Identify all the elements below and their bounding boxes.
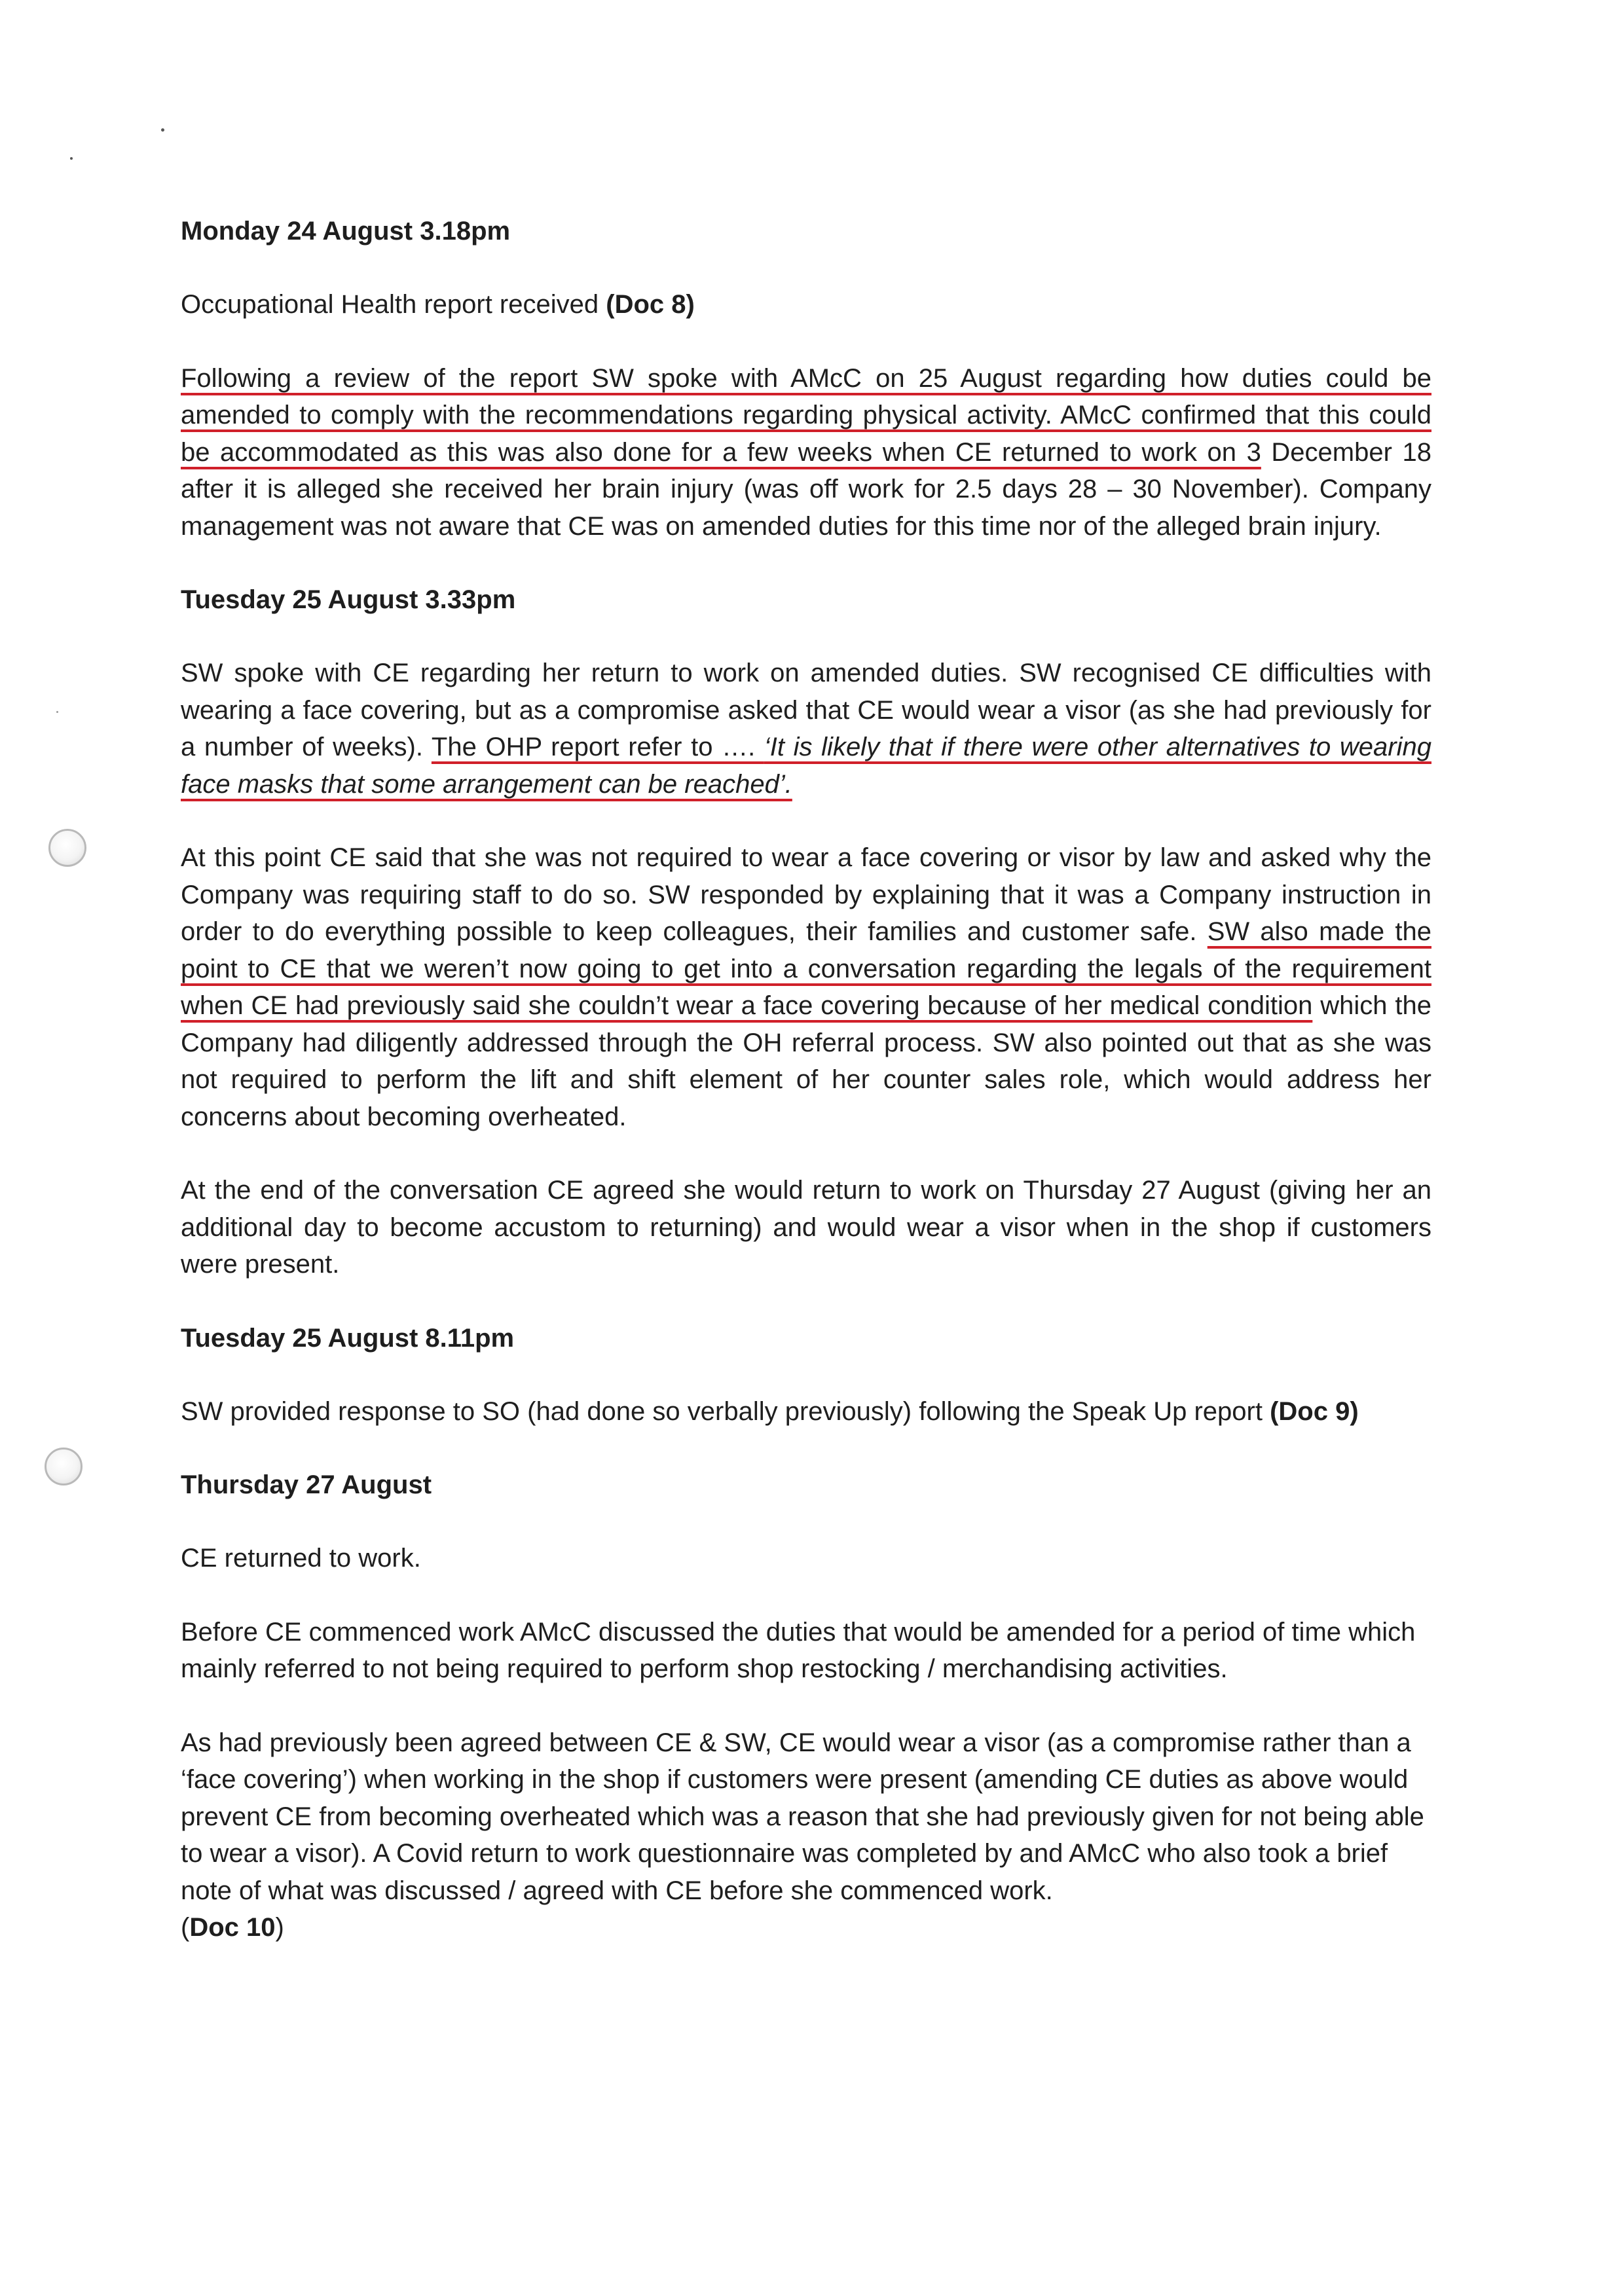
paragraph: [181, 1172, 1431, 1283]
paragraph-text: Before CE commenced work AMcC discussed the duties that would be amended for a period of time which mainly referred to not being required to perform shop restocking / merchandising activities.: [181, 1617, 1416, 1683]
paragraph: [181, 1540, 1431, 1577]
quoted-text: ‘It is likely that if there were other alternatives to wearing face masks that some arrangement can be reached’.: [181, 733, 1431, 799]
paragraph: [181, 655, 1431, 803]
doc-reference: (Doc 8): [606, 290, 695, 319]
paragraph: [181, 1724, 1431, 1946]
punch-hole-lower: [45, 1448, 83, 1485]
red-underlined-text: Following a review of the report SW spoke with AMcC on 25 August regarding how duties could be amended to comply with the recommendations regarding physical activity. AMcC confirmed that this could be accommodated as this was also done for a few weeks when CE returned to work on 3: [181, 363, 1431, 467]
punch-hole-upper: [48, 829, 86, 867]
paragraph-text: At the end of the conversation CE agreed she would return to work on Thursday 27 August (giving her an additional day to become accustom to returning) and would wear a visor when in the shop if customers were present.: [181, 1176, 1431, 1279]
doc-reference: Doc 10: [189, 1913, 276, 1942]
paragraph-text: CE returned to work.: [181, 1544, 421, 1573]
entry-heading: Thursday 27 August: [181, 1470, 432, 1499]
paragraph-text: At this point CE said that she was not required to wear a face covering or visor by law and asked why the Company was requiring staff to do so. SW responded by explaining that it was a Company instruction in order to do everything possible to keep colleagues, their families and customer safe.: [181, 843, 1431, 946]
doc-reference-open: (: [181, 1913, 190, 1942]
doc-reference: (Doc 9): [1270, 1396, 1359, 1426]
scan-speck: [56, 711, 58, 713]
entry-heading: Monday 24 August 3.18pm: [181, 217, 511, 246]
paragraph-text: As had previously been agreed between CE & SW, CE would wear a visor (as a compromise rather than a ‘face covering’) when working in the shop if customers were present (amending CE duties as above would prevent CE from becoming overheated which was a reason that she had previously given for not being able to wear a visor). A Covid return to work questionnaire was completed by and AMcC who also took a brief note of what was discussed / agreed with CE before she commenced work.: [181, 1728, 1424, 1905]
paragraph-text: December 18 after it is alleged she received her brain injury (was off work for 2.5 days 28 – 30 November). Company management was not aware that CE was on amended duties for this time nor of the alleged brain injury.: [181, 437, 1431, 541]
red-underlined-text: SW also made the point to CE that we weren’t now going to get into a conversation regarding the legals of the requirement when CE had previously said she couldn’t wear a face covering because of her medical condition: [181, 917, 1431, 1020]
paragraph: [181, 1393, 1431, 1430]
paragraph: [181, 1614, 1431, 1688]
scan-speck: [161, 128, 164, 132]
paragraph: [181, 839, 1431, 1135]
paragraph-text: SW provided response to SO (had done so verbally previously) following the Speak Up report: [181, 1396, 1270, 1426]
entry-heading: Tuesday 25 August 3.33pm: [181, 585, 516, 614]
entry-heading: Tuesday 25 August 8.11pm: [181, 1323, 515, 1353]
paragraph-text: which the Company had diligently addressed through the OH referral process. SW also pointed out that as she was not required to perform the lift and shift element of her counter sales role, which would address her concerns about becoming overheated.: [181, 991, 1431, 1131]
red-underlined-text: The OHP report refer to ….: [431, 733, 764, 761]
paragraph: [181, 286, 1431, 323]
paragraph-text: SW spoke with CE regarding her return to work on amended duties. SW recognised CE difficulties with wearing a face covering, but as a compromise asked that CE would wear a visor (as she had previously for a number of weeks).: [181, 659, 1431, 761]
scan-speck: [70, 157, 73, 160]
paragraph-text: Occupational Health report received: [181, 290, 606, 319]
document-body: [181, 213, 1431, 1946]
paragraph: [181, 360, 1431, 545]
doc-reference-close: ): [275, 1913, 284, 1942]
